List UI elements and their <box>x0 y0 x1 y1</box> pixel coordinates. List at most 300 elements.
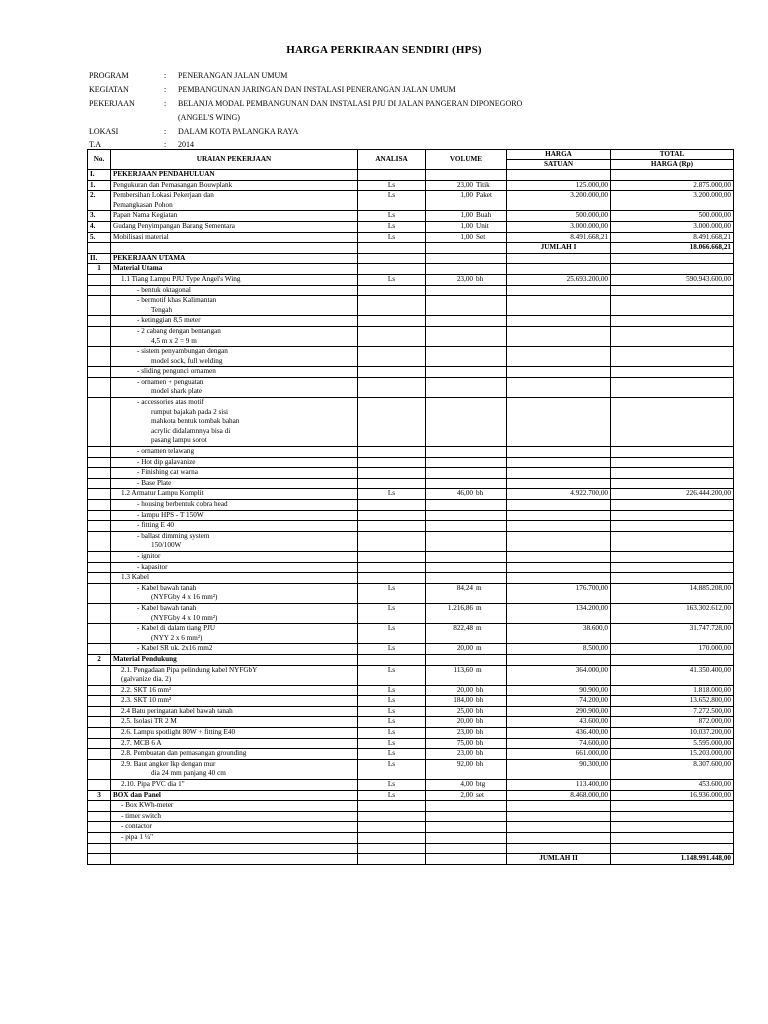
table-row <box>88 801 734 812</box>
cell-uraian: - fitting E 40 <box>111 521 358 532</box>
table-row <box>88 510 734 521</box>
cell-uraian: 2.8. Pembuatan dan pemasangan grounding <box>111 749 358 760</box>
header-total-harga: HARGA (Rp) <box>611 160 734 170</box>
table-row <box>88 769 734 779</box>
cell-volume <box>426 377 507 387</box>
cell-no <box>88 854 111 865</box>
cell-uraian: - Hot dip galavanize <box>111 457 358 468</box>
cell-volume <box>426 822 507 833</box>
cell-harga-satuan: 90.300,00 <box>507 759 611 769</box>
cell-uraian: - sistem penyambungan dengan <box>111 347 358 357</box>
cell-total-harga <box>611 316 734 327</box>
table-row <box>88 357 734 367</box>
cell-total-harga <box>611 573 734 584</box>
cell-analisa <box>358 457 426 468</box>
cell-analisa <box>358 478 426 489</box>
cell-harga-satuan: 290.900,00 <box>507 706 611 717</box>
cell-volume <box>426 337 507 347</box>
cell-uraian: mahkota bentuk tombak bahan <box>111 417 358 427</box>
table-row <box>88 478 734 489</box>
cell-uraian: - sliding pengunci ornamen <box>111 367 358 378</box>
table-row <box>88 447 734 458</box>
cell-volume <box>426 398 507 408</box>
cell-uraian: 2.6. Lampu spotlight 80W + fitting E40 <box>111 728 358 739</box>
table-body <box>88 170 734 865</box>
table-row <box>88 790 734 801</box>
cell-volume <box>426 521 507 532</box>
cell-uraian: 2.1. Pengadaan Pipa pelindung kabel NYFGbY <box>111 665 358 675</box>
cell-volume <box>426 306 507 316</box>
cell-volume <box>426 457 507 468</box>
cell-uraian: - Kabel bawah tanah <box>111 603 358 613</box>
cell-analisa: Ls <box>358 706 426 717</box>
cell-harga-satuan: JUMLAH II <box>507 854 611 865</box>
cell-volume <box>426 551 507 562</box>
cell-no <box>88 296 111 306</box>
cell-analisa <box>358 243 426 254</box>
cell-total-harga <box>611 654 734 665</box>
cell-volume <box>426 759 507 769</box>
table-row <box>88 347 734 357</box>
table-row <box>88 614 734 624</box>
cell-volume <box>426 696 507 707</box>
cell-analisa <box>358 675 426 685</box>
cell-uraian: Pembersihan Lokasi Pekerjaan dan <box>111 191 358 201</box>
cell-harga-satuan <box>507 170 611 181</box>
cell-volume <box>426 500 507 511</box>
volume-number: 23,00 <box>456 180 473 189</box>
cell-harga-satuan <box>507 500 611 511</box>
cell-total-harga <box>611 337 734 347</box>
cell-no <box>88 728 111 739</box>
cell-no: 1 <box>88 264 111 275</box>
cell-uraian: 1.3 Kabel <box>111 573 358 584</box>
cell-volume <box>426 243 507 254</box>
cell-analisa <box>358 811 426 822</box>
cell-analisa: Ls <box>358 665 426 675</box>
info-colon: : <box>164 71 167 80</box>
cell-volume <box>426 221 507 232</box>
cell-total-harga: 3.200.000,00 <box>611 191 734 201</box>
volume-unit: Paket <box>476 191 492 200</box>
cell-volume <box>426 790 507 801</box>
cell-total-harga: 2.875.000,00 <box>611 180 734 191</box>
table-row <box>88 675 734 685</box>
cell-uraian: (NYFGby 4 x 10 mm²) <box>111 614 358 624</box>
cell-uraian: pasang lampu sorot <box>111 436 358 446</box>
cell-analisa <box>358 593 426 603</box>
table-row <box>88 738 734 749</box>
cell-total-harga <box>611 822 734 833</box>
cell-volume <box>426 801 507 812</box>
cell-no <box>88 624 111 634</box>
cell-no <box>88 738 111 749</box>
cell-no: 5. <box>88 232 111 243</box>
table-row <box>88 759 734 769</box>
table-row <box>88 232 734 243</box>
cell-harga-satuan <box>507 253 611 264</box>
cell-analisa <box>358 573 426 584</box>
cell-analisa: Ls <box>358 211 426 222</box>
cell-volume <box>426 436 507 446</box>
cell-total-harga: 226.444.200,00 <box>611 489 734 500</box>
cell-harga-satuan: 661.000,00 <box>507 749 611 760</box>
cell-total-harga <box>611 769 734 779</box>
volume-number: 20,00 <box>456 685 473 694</box>
cell-uraian: Material Pendukung <box>111 654 358 665</box>
cell-analisa <box>358 843 426 854</box>
cell-harga-satuan: 8.491.668,21 <box>507 232 611 243</box>
cell-uraian: model sock, full welding <box>111 357 358 367</box>
cell-uraian: Mobilisasi material <box>111 232 358 243</box>
cell-volume <box>426 531 507 541</box>
table-row <box>88 551 734 562</box>
cell-harga-satuan <box>507 387 611 397</box>
cell-no: 3 <box>88 790 111 801</box>
cell-total-harga: 590.943.600,00 <box>611 274 734 285</box>
cell-no <box>88 478 111 489</box>
cell-total-harga: 15.203.000,00 <box>611 749 734 760</box>
table-row <box>88 326 734 336</box>
volume-unit: btg <box>476 780 486 789</box>
volume-number: 25,00 <box>456 706 473 715</box>
table-row <box>88 521 734 532</box>
cell-harga-satuan <box>507 811 611 822</box>
table-row <box>88 728 734 739</box>
volume-unit: bh <box>476 706 484 715</box>
table-row <box>88 457 734 468</box>
cell-volume <box>426 253 507 264</box>
cell-total-harga <box>611 326 734 336</box>
cell-harga-satuan: JUMLAH I <box>507 243 611 254</box>
cell-no <box>88 347 111 357</box>
cell-no: 2 <box>88 654 111 665</box>
cell-harga-satuan: 436.400,00 <box>507 728 611 739</box>
cell-total-harga <box>611 468 734 479</box>
cell-analisa <box>358 854 426 865</box>
table-row <box>88 367 734 378</box>
cell-volume <box>426 685 507 696</box>
cell-harga-satuan <box>507 347 611 357</box>
cell-analisa <box>358 531 426 541</box>
cell-uraian: - Kabel bawah tanah <box>111 583 358 593</box>
cell-uraian: Material Utama <box>111 264 358 275</box>
cell-uraian: (NYFGby 4 x 16 mm²) <box>111 593 358 603</box>
cell-uraian: 2.2. SKT 16 mm² <box>111 685 358 696</box>
table-row <box>88 180 734 191</box>
table-row <box>88 583 734 593</box>
cell-volume <box>426 644 507 655</box>
cell-volume <box>426 573 507 584</box>
cell-total-harga <box>611 296 734 306</box>
cell-harga-satuan <box>507 457 611 468</box>
volume-number: 822,48 <box>453 624 473 633</box>
cell-uraian: - Finishing cat warna <box>111 468 358 479</box>
cell-analisa <box>358 447 426 458</box>
cell-no <box>88 759 111 769</box>
cell-volume <box>426 201 507 211</box>
cell-total-harga <box>611 478 734 489</box>
cell-harga-satuan <box>507 531 611 541</box>
cell-volume <box>426 811 507 822</box>
cell-volume <box>426 274 507 285</box>
info-colon: : <box>164 127 167 136</box>
cell-harga-satuan: 176.700,00 <box>507 583 611 593</box>
cell-volume <box>426 717 507 728</box>
cell-uraian: 2.4 Batu peringatan kabel bawah tanah <box>111 706 358 717</box>
cell-uraian: acrylic didalamnnya bisa di <box>111 427 358 437</box>
cell-harga-satuan <box>507 201 611 211</box>
cell-no <box>88 436 111 446</box>
cell-harga-satuan: 134.200,00 <box>507 603 611 613</box>
cell-analisa <box>358 367 426 378</box>
cell-no <box>88 675 111 685</box>
cell-harga-satuan <box>507 510 611 521</box>
cell-total-harga <box>611 551 734 562</box>
cell-uraian: - 2 cabang dengan bentangan <box>111 326 358 336</box>
info-value: PENERANGAN JALAN UMUM <box>178 71 288 80</box>
volume-unit: bh <box>476 717 484 726</box>
cell-uraian: Papan Nama Kegiatan <box>111 211 358 222</box>
cell-analisa: Ls <box>358 717 426 728</box>
cell-total-harga <box>611 634 734 644</box>
cell-no <box>88 583 111 593</box>
cell-analisa <box>358 417 426 427</box>
cell-harga-satuan <box>507 296 611 306</box>
volume-number: 46,00 <box>456 489 473 498</box>
cell-analisa <box>358 510 426 521</box>
volume-unit: bh <box>476 274 484 283</box>
cell-analisa <box>358 408 426 418</box>
cell-total-harga: 1.818.000,00 <box>611 685 734 696</box>
cell-no <box>88 417 111 427</box>
cell-total-harga <box>611 285 734 296</box>
cell-harga-satuan: 43.600,00 <box>507 717 611 728</box>
cell-total-harga: 7.272.500,00 <box>611 706 734 717</box>
cell-volume <box>426 347 507 357</box>
cell-analisa: Ls <box>358 790 426 801</box>
cell-analisa: Ls <box>358 583 426 593</box>
cell-harga-satuan <box>507 573 611 584</box>
table-row <box>88 603 734 613</box>
cell-analisa: Ls <box>358 624 426 634</box>
cell-harga-satuan: 125.000,00 <box>507 180 611 191</box>
table-row <box>88 211 734 222</box>
table-row <box>88 696 734 707</box>
cell-volume <box>426 264 507 275</box>
cell-volume <box>426 408 507 418</box>
hps-table <box>87 149 734 865</box>
cell-total-harga <box>611 843 734 854</box>
cell-analisa: Ls <box>358 644 426 655</box>
cell-analisa <box>358 562 426 573</box>
cell-analisa <box>358 801 426 812</box>
cell-no <box>88 614 111 624</box>
cell-volume <box>426 843 507 854</box>
table-row <box>88 685 734 696</box>
cell-total-harga <box>611 436 734 446</box>
cell-volume <box>426 478 507 489</box>
table-row <box>88 624 734 634</box>
cell-harga-satuan <box>507 634 611 644</box>
cell-volume <box>426 468 507 479</box>
cell-analisa <box>358 551 426 562</box>
table-row <box>88 285 734 296</box>
volume-number: 184,00 <box>453 696 473 705</box>
cell-harga-satuan: 500.000,00 <box>507 211 611 222</box>
table-row <box>88 833 734 844</box>
cell-volume <box>426 749 507 760</box>
cell-volume <box>426 654 507 665</box>
cell-uraian: - bentuk oktagonal <box>111 285 358 296</box>
table-row <box>88 573 734 584</box>
cell-total-harga: 10.037.200,00 <box>611 728 734 739</box>
cell-uraian: Pemangkasan Pohon <box>111 201 358 211</box>
cell-harga-satuan <box>507 675 611 685</box>
table-row <box>88 822 734 833</box>
table-row <box>88 843 734 854</box>
cell-analisa <box>358 337 426 347</box>
cell-no <box>88 833 111 844</box>
cell-total-harga <box>611 593 734 603</box>
volume-number: 20,00 <box>456 717 473 726</box>
volume-number: 1,00 <box>460 232 473 241</box>
cell-no <box>88 685 111 696</box>
cell-uraian: - lampu HPS - T 150W <box>111 510 358 521</box>
cell-no <box>88 500 111 511</box>
cell-uraian: 2.5. Isolasi TR 2 M <box>111 717 358 728</box>
cell-total-harga <box>611 398 734 408</box>
cell-harga-satuan <box>507 316 611 327</box>
header-total: TOTAL <box>611 150 734 160</box>
cell-no <box>88 665 111 675</box>
cell-total-harga <box>611 377 734 387</box>
cell-no <box>88 367 111 378</box>
cell-total-harga: 31.747.728,00 <box>611 624 734 634</box>
cell-total-harga <box>611 367 734 378</box>
table-row <box>88 398 734 408</box>
header-analisa: ANALISA <box>358 150 426 170</box>
cell-no <box>88 801 111 812</box>
volume-unit: m <box>476 665 482 674</box>
cell-no <box>88 468 111 479</box>
table-row <box>88 562 734 573</box>
volume-unit: bh <box>476 685 484 694</box>
info-label: PEKERJAAN <box>89 99 135 108</box>
volume-number: 1,00 <box>460 191 473 200</box>
info-label: PROGRAM <box>89 71 129 80</box>
cell-uraian: - Kabel di dalam tiang PJU <box>111 624 358 634</box>
cell-volume <box>426 285 507 296</box>
cell-volume <box>426 211 507 222</box>
cell-harga-satuan <box>507 367 611 378</box>
table-row <box>88 337 734 347</box>
cell-analisa <box>358 468 426 479</box>
cell-analisa <box>358 634 426 644</box>
cell-total-harga: 41.350.400,00 <box>611 665 734 675</box>
volume-number: 1,00 <box>460 211 473 220</box>
cell-uraian: - timer switch <box>111 811 358 822</box>
cell-volume <box>426 180 507 191</box>
volume-unit: m <box>476 644 482 653</box>
cell-analisa <box>358 253 426 264</box>
cell-analisa <box>358 614 426 624</box>
cell-volume <box>426 367 507 378</box>
cell-volume <box>426 170 507 181</box>
cell-total-harga <box>611 801 734 812</box>
cell-volume <box>426 634 507 644</box>
header-uraian: URAIAN PEKERJAAN <box>111 150 358 170</box>
cell-uraian: 2.7. MCB 6 A <box>111 738 358 749</box>
cell-harga-satuan <box>507 541 611 551</box>
volume-unit: m <box>476 583 482 592</box>
header-satuan: SATUAN <box>507 160 611 170</box>
table-row <box>88 201 734 211</box>
cell-uraian: 1.1 Tiang Lampu PJU Type Angel's Wing <box>111 274 358 285</box>
table-row <box>88 417 734 427</box>
volume-number: 113,60 <box>453 665 473 674</box>
cell-uraian: - ignitor <box>111 551 358 562</box>
cell-total-harga <box>611 510 734 521</box>
cell-uraian: 1.2 Armatur Lampu Komplit <box>111 489 358 500</box>
cell-uraian: - housing berbentuk cobra head <box>111 500 358 511</box>
cell-harga-satuan <box>507 357 611 367</box>
cell-analisa <box>358 326 426 336</box>
table-row <box>88 264 734 275</box>
cell-volume <box>426 738 507 749</box>
cell-harga-satuan <box>507 264 611 275</box>
cell-analisa <box>358 357 426 367</box>
cell-harga-satuan <box>507 468 611 479</box>
cell-uraian: - bermotif khas Kalimantan <box>111 296 358 306</box>
cell-analisa <box>358 822 426 833</box>
volume-number: 23,00 <box>456 728 473 737</box>
cell-uraian: PEKERJAAN UTAMA <box>111 253 358 264</box>
cell-analisa <box>358 170 426 181</box>
volume-unit: m <box>476 624 482 633</box>
volume-unit: bh <box>476 728 484 737</box>
table-row <box>88 811 734 822</box>
info-label: LOKASI <box>89 127 119 136</box>
cell-volume <box>426 706 507 717</box>
cell-harga-satuan <box>507 377 611 387</box>
cell-harga-satuan <box>507 427 611 437</box>
cell-uraian: - contactor <box>111 822 358 833</box>
info-label: KEGIATAN <box>89 85 129 94</box>
cell-no <box>88 510 111 521</box>
cell-volume <box>426 357 507 367</box>
cell-total-harga: 872.000,00 <box>611 717 734 728</box>
volume-number: 4,00 <box>460 780 473 789</box>
cell-volume <box>426 387 507 397</box>
cell-no: 3. <box>88 211 111 222</box>
info-colon: : <box>164 140 167 149</box>
cell-uraian: - pipa 1 ¼" <box>111 833 358 844</box>
cell-uraian <box>111 854 358 865</box>
cell-total-harga <box>611 500 734 511</box>
cell-analisa <box>358 436 426 446</box>
cell-total-harga <box>611 562 734 573</box>
cell-no <box>88 696 111 707</box>
cell-analisa: Ls <box>358 180 426 191</box>
cell-volume <box>426 562 507 573</box>
cell-analisa: Ls <box>358 749 426 760</box>
cell-no <box>88 427 111 437</box>
volume-unit: Titik <box>476 180 490 189</box>
cell-uraian: 2.3. SKT 10 mm² <box>111 696 358 707</box>
info-colon: : <box>164 85 167 94</box>
cell-total-harga <box>611 170 734 181</box>
